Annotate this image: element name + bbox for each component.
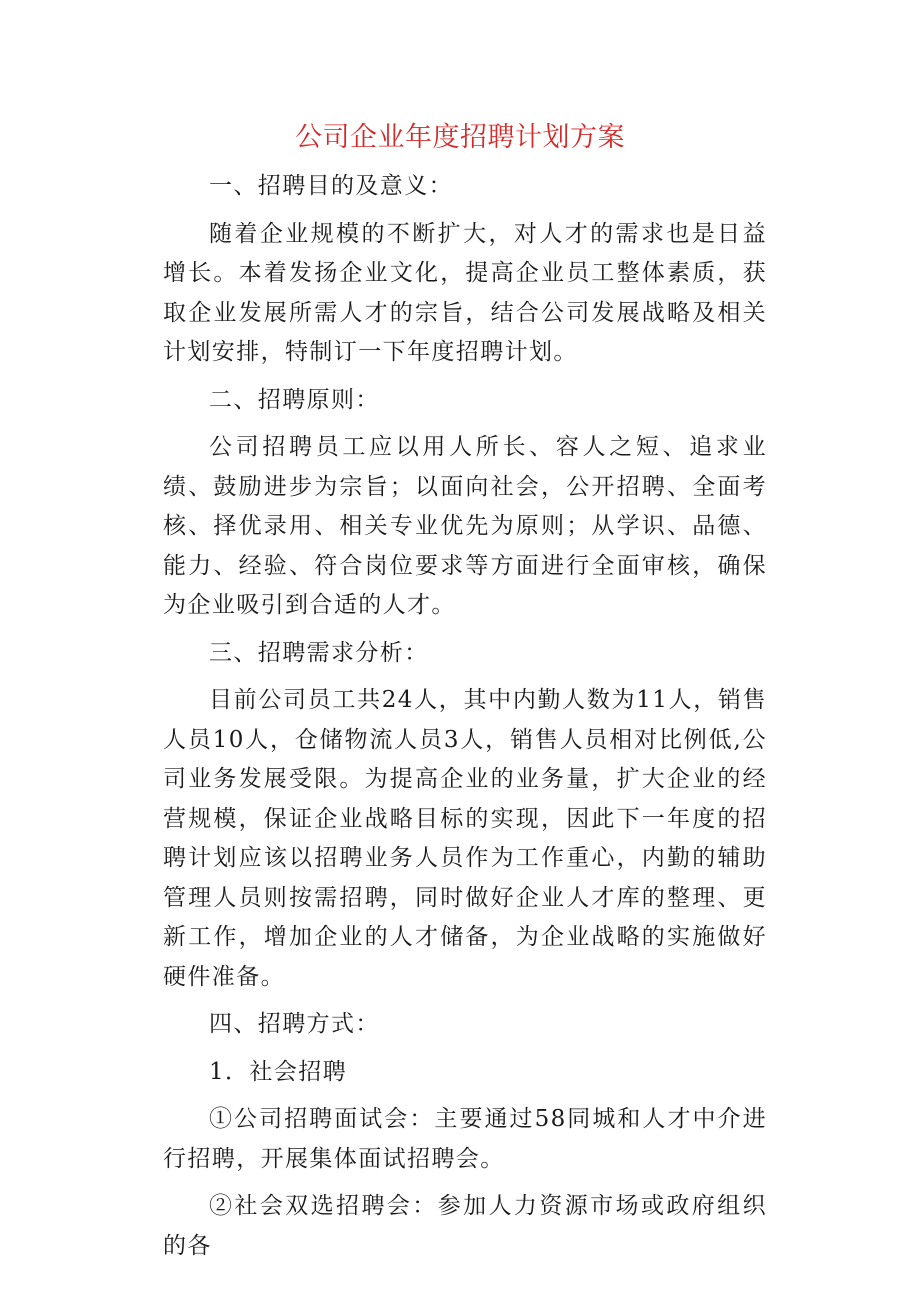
document-body bbox=[163, 167, 767, 1266]
paragraph-principles: 公司招聘员工应以用人所长、容人之短、追求业绩、鼓励进步为宗旨；以面向社会，公开招聘、全面考核、择优录用、相关专业优先为原则；从学识、品德、能力、经验、符合岗位要求等方面进行全面审核，确保为企业吸引到合适的人才。 bbox=[163, 434, 767, 618]
section-heading-demand: 三、招聘需求分析： bbox=[209, 639, 429, 666]
section-heading-principles: 二、招聘原则： bbox=[209, 386, 380, 413]
paragraph-purpose: 随着企业规模的不断扩大，对人才的需求也是日益增长。本着发扬企业文化，提高企业员工整体素质，获取企业发展所需人才的宗旨，结合公司发展战略及相关计划安排，特制订一下年度招聘计划。 bbox=[163, 220, 767, 365]
list-item-job-fair: ②社会双选招聘会：参加人力资源市场或政府组织的各 bbox=[163, 1193, 767, 1259]
section-heading-purpose: 一、招聘目的及意义： bbox=[209, 173, 453, 199]
list-item-interview-fair: ①公司招聘面试会：主要通过58同城和人才中介进行招聘，开展集体面试招聘会。 bbox=[163, 1106, 767, 1172]
subheading-social-recruitment: 1．社会招聘 bbox=[209, 1058, 348, 1085]
document-title: 公司企业年度招聘计划方案 bbox=[295, 122, 625, 153]
section-heading-methods: 四、招聘方式： bbox=[209, 1011, 380, 1037]
paragraph-demand: 目前公司员工共24人，其中内勤人数为11人，销售人员10人，仓储物流人员3人，销售人员相对比例低,公司业务发展受限。为提高企业的业务量，扩大企业的经营规模，保证企业战略目标的实现，因此下一年度的招聘计划应该以招聘业务人员作为工作重心，内勤的辅助管理人员则按需招聘，同时做好企业人才库的整理、更新工作，增加企业的人才储备，为企业战略的实施做好硬件准备。 bbox=[163, 687, 767, 990]
